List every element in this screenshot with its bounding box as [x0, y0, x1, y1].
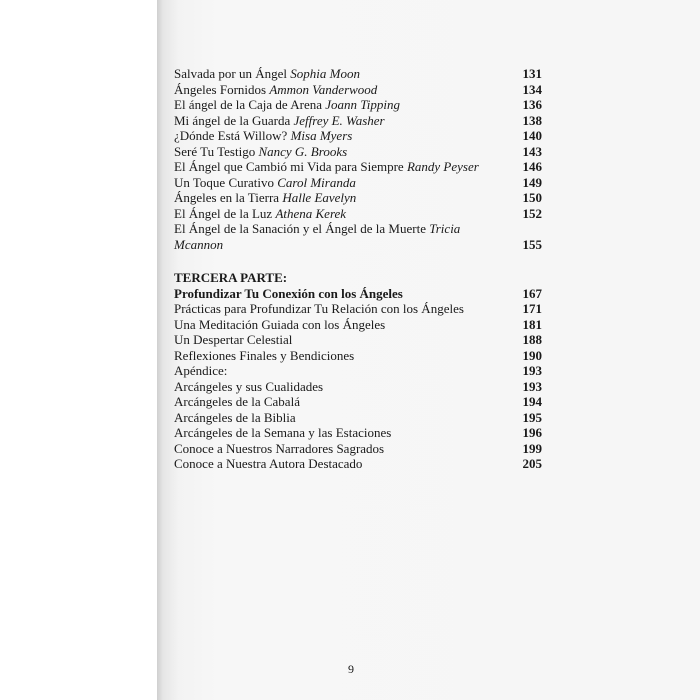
toc-entry-title: ¿Dónde Está Willow? — [174, 128, 288, 143]
toc-page-number: 199 — [522, 440, 542, 456]
toc-entry-title: Arcángeles de la Semana y las Estaciones — [174, 425, 392, 440]
part-three-subtitle-row — [174, 286, 542, 302]
toc-entry — [174, 363, 542, 379]
toc-page-number: 205 — [522, 456, 542, 471]
part-three-heading: TERCERA PARTE: — [174, 270, 288, 285]
toc-page-number: 193 — [522, 378, 542, 394]
book-page — [157, 0, 700, 700]
toc-entry — [174, 113, 542, 129]
toc-entry — [174, 190, 542, 206]
toc-entry-title: El Ángel de la Sanación y el Ángel de la Muerte — [174, 221, 426, 236]
toc-entry-title: Un Toque Curativo — [174, 174, 274, 190]
toc-entry-author-continued: Mcannon — [174, 236, 224, 252]
toc-entry-author: Nancy G. Brooks — [258, 143, 348, 159]
toc-entry-author: Tricia — [429, 221, 461, 236]
toc-page-number: 167 — [522, 285, 542, 301]
toc-entry-wrapped-continuation — [174, 237, 542, 253]
toc-page-number: 138 — [522, 112, 542, 128]
toc-entry — [174, 175, 542, 191]
toc-entry-title: Arcángeles de la Cabalá — [174, 394, 300, 409]
toc-entry-title: Arcángeles de la Biblia — [174, 409, 296, 425]
part-two-entries — [174, 66, 542, 221]
toc-entry-title: Mi ángel de la Guarda — [174, 112, 291, 128]
toc-entry — [174, 301, 542, 317]
toc-page-number: 134 — [522, 81, 542, 97]
toc-entry-title: Apéndice: — [174, 363, 228, 378]
toc-page-number: 149 — [522, 174, 542, 190]
toc-entry-author: Ammon Vanderwood — [269, 81, 378, 97]
toc-page-number: 152 — [522, 205, 542, 221]
toc-entry — [174, 332, 542, 348]
toc-entry-title: Seré Tu Testigo — [174, 143, 256, 159]
page-folio: 9 — [348, 662, 354, 676]
toc-page-number: 193 — [522, 363, 542, 378]
toc-entry-author: Joann Tipping — [325, 97, 401, 112]
toc-entry-title: Un Despertar Celestial — [174, 332, 293, 347]
toc-page-number: 136 — [522, 97, 542, 112]
toc-page-number: 188 — [522, 332, 542, 347]
toc-entry — [174, 206, 542, 222]
toc-entry-title: Prácticas para Profundizar Tu Relación con los Ángeles — [174, 301, 464, 316]
toc-page-number: 194 — [522, 394, 542, 409]
toc-entry-wrapped — [174, 221, 542, 237]
section-gap — [174, 252, 542, 270]
toc-entry-author: Sophia Moon — [290, 66, 360, 81]
toc-entry-author: Misa Myers — [290, 128, 353, 143]
toc-page-number: 146 — [522, 159, 542, 174]
toc-entry-title: Una Meditación Guiada con los Ángeles — [174, 316, 386, 332]
toc-entry-title: El ángel de la Caja de Arena — [174, 97, 322, 112]
toc-entry-author: Athena Kerek — [275, 205, 347, 221]
toc-page-number: 131 — [522, 66, 542, 81]
toc-entry-title: El Ángel que Cambió mi Vida para Siempre — [174, 159, 404, 174]
toc-entry-title: El Ángel de la Luz — [174, 205, 273, 221]
toc-page-number: 155 — [522, 236, 542, 252]
toc-entry — [174, 159, 542, 175]
part-three-entries — [174, 301, 542, 472]
toc-entry — [174, 410, 542, 426]
toc-entry-title: Reflexiones Finales y Bendiciones — [174, 347, 355, 363]
toc-entry-title: Conoce a Nuestra Autora Destacado — [174, 456, 363, 471]
toc-entry — [174, 144, 542, 160]
toc-entry — [174, 379, 542, 395]
toc-entry — [174, 441, 542, 457]
toc-entry — [174, 394, 542, 410]
toc-page-number: 150 — [522, 190, 542, 205]
toc-entry-author: Halle Eavelyn — [282, 190, 357, 205]
toc-entry-title: Salvada por un Ángel — [174, 66, 288, 81]
toc-entry-author: Carol Miranda — [277, 174, 356, 190]
toc-entry-title: Ángeles en la Tierra — [174, 190, 280, 205]
part-three-heading-row — [174, 270, 542, 286]
toc-page-number: 196 — [522, 425, 542, 440]
table-of-contents — [174, 66, 542, 472]
toc-entry-author: Randy Peyser — [406, 159, 479, 174]
toc-page-number: 171 — [522, 301, 542, 316]
toc-entry — [174, 128, 542, 144]
toc-entry — [174, 425, 542, 441]
toc-entry-title: Arcángeles y sus Cualidades — [174, 378, 324, 394]
toc-entry-title: Ángeles Fornidos — [174, 81, 267, 97]
toc-entry — [174, 456, 542, 472]
toc-entry — [174, 317, 542, 333]
toc-entry — [174, 348, 542, 364]
toc-entry — [174, 66, 542, 82]
part-three-subtitle: Profundizar Tu Conexión con los Ángeles — [174, 285, 403, 301]
toc-entry — [174, 82, 542, 98]
toc-page-number: 181 — [522, 316, 542, 332]
toc-page-number: 190 — [522, 347, 542, 363]
toc-page-number: 140 — [522, 128, 542, 143]
toc-page-number: 143 — [522, 143, 542, 159]
toc-page-number: 195 — [522, 409, 542, 425]
toc-entry-title: Conoce a Nuestros Narradores Sagrados — [174, 440, 385, 456]
toc-entry — [174, 97, 542, 113]
toc-entry-author: Jeffrey E. Washer — [293, 112, 385, 128]
